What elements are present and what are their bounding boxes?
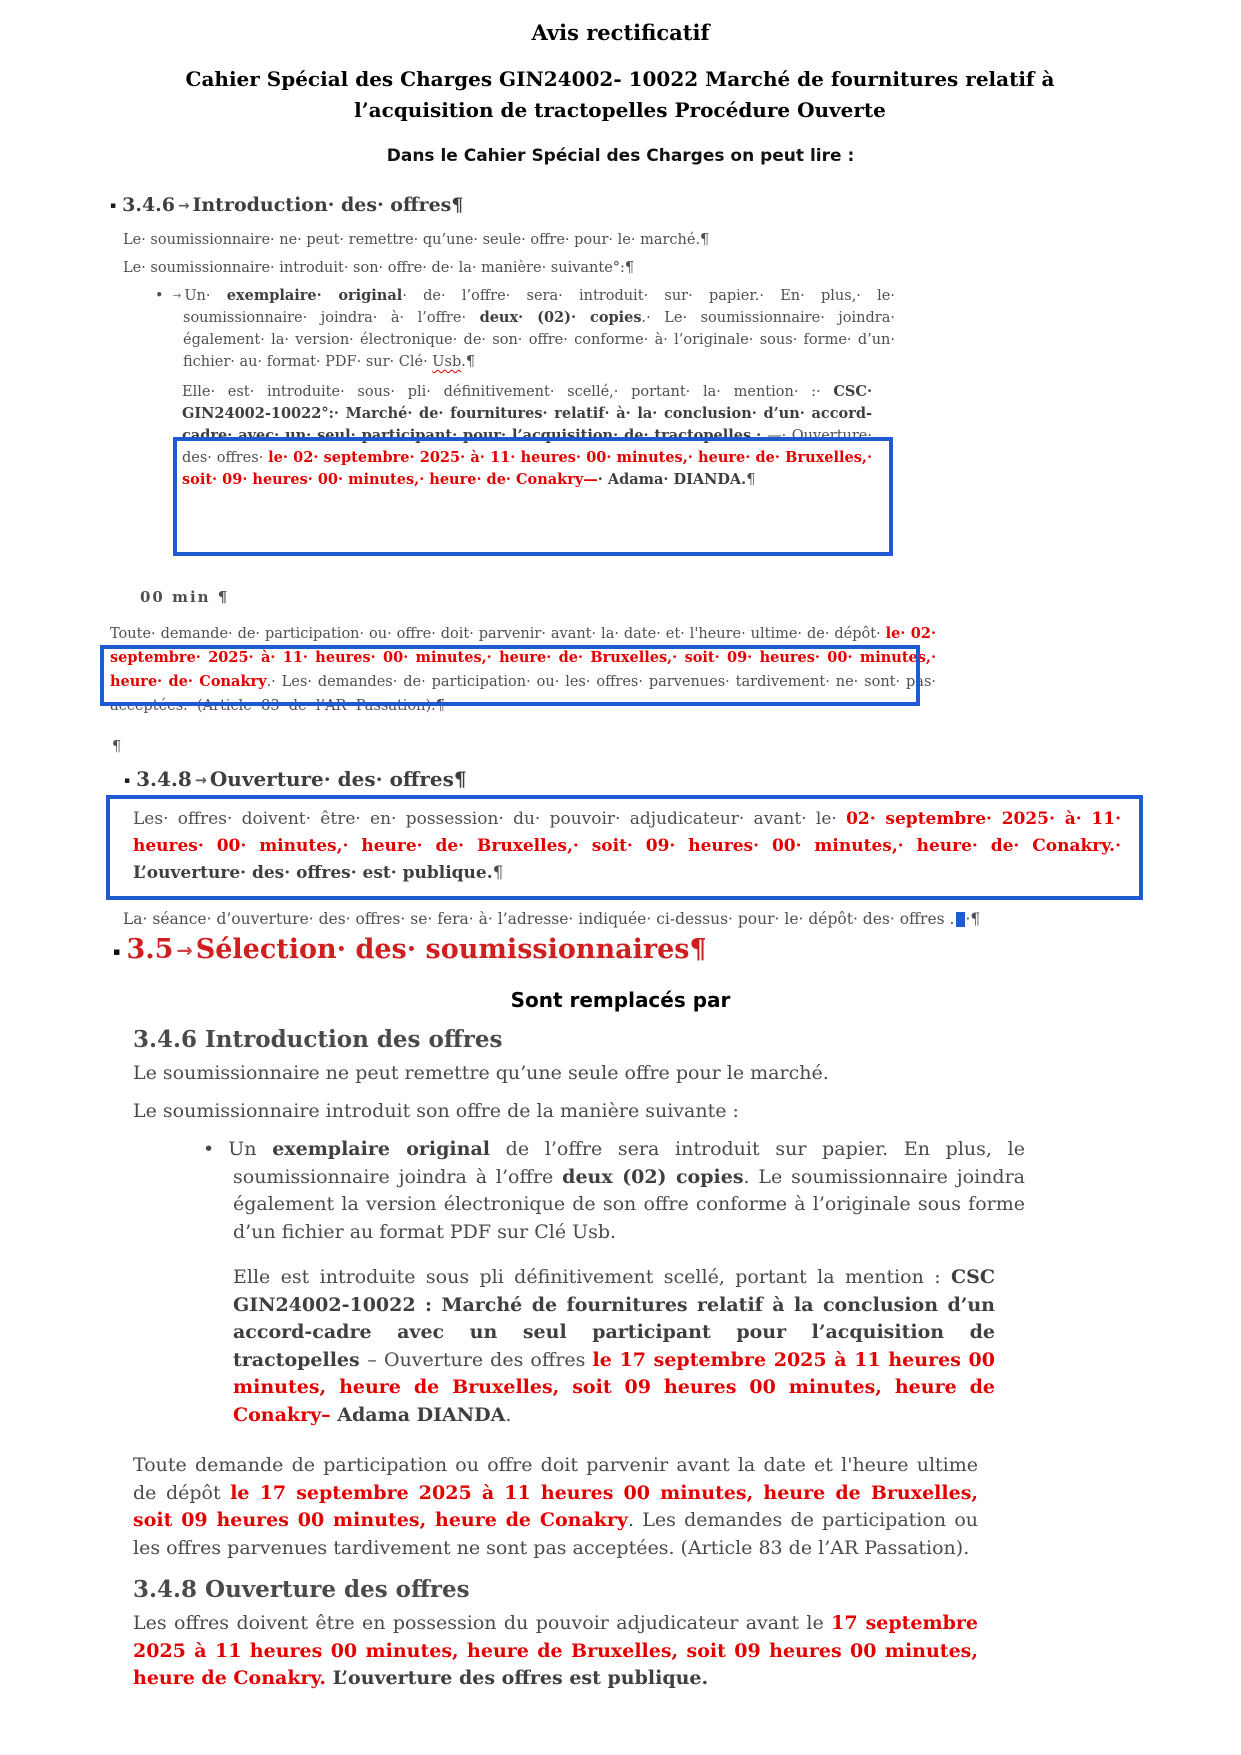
mention-text: Elle· est· introduite· sous· pli· définitivement· scellé,· portant· la· mention· :· xyxy=(182,384,834,400)
mention-csc-bold: CSC GIN24002-10022 : Marché de fournitures relatif à la conclusion d’un accord-cadre avec un seul participant pour l’acquisition de tractopelles xyxy=(233,1266,995,1371)
heading-number: 3.4.6 xyxy=(122,194,175,216)
tab-arrow-icon: → xyxy=(172,290,182,302)
heading-35-original xyxy=(113,934,707,965)
revision-highlight-box-3 xyxy=(106,795,1143,900)
bullet-bold-original: exemplaire original xyxy=(272,1138,490,1160)
seance-text: La· séance· d’ouverture· des· offres· se· fera· à· l’adresse· indiquée· ci-dessus· pour· le· dépôt· des· offres xyxy=(123,910,945,928)
subtitle-line-2: l’acquisition de tractopelles Procédure Ouverte xyxy=(354,98,886,122)
bullet-icon: • xyxy=(155,288,164,304)
bullet-bold-copies: deux· (02)· copies xyxy=(479,309,642,326)
mention-csc-bold: CSC· GIN24002-10022°:· Marché· de· fournitures· relatif· à· la· conclusion· d’un· accord-cadre· avec· un· seul· participant· pour· l’acquisition· de· tractopelles.· xyxy=(182,383,872,444)
paragraph-single-offer-new: Le soumissionnaire ne peut remettre qu’une seule offre pour le marché. xyxy=(133,1062,829,1084)
pilcrow-mark: ¶ xyxy=(746,472,756,488)
bullet-icon: • xyxy=(203,1138,215,1160)
paragraph-single-offer-original: Le· soumissionnaire· ne· peut· remettre· qu’une· seule· offre· pour· le· marché.¶ xyxy=(123,232,710,248)
mention-signatory: · Adama· DIANDA. xyxy=(597,471,747,488)
mention-text: . xyxy=(505,1403,512,1426)
mention-text: —· Ouverture· des· offres· xyxy=(182,428,872,466)
replaced-by-line: Sont remplacés par xyxy=(510,988,731,1012)
bullet-new-copies xyxy=(203,1136,1025,1246)
document-title: Avis rectificatif xyxy=(531,20,710,45)
lead-line: Dans le Cahier Spécial des Charges on peut lire : xyxy=(386,146,855,166)
opening-date-red: 17 septembre 2025 à 11 heures 00 minutes, heure de Bruxelles, soit 09 heures 00 minutes, heure de Conakry. xyxy=(133,1612,978,1689)
deadline-text: Toute· demande· de· participation· ou· offre· doit· parvenir· avant· la· date· et· l'heure· ultime· de· dépôt· xyxy=(110,626,886,642)
opening-public-bold: L’ouverture des offres est publique. xyxy=(326,1667,709,1689)
mention-text: – Ouverture des offres xyxy=(367,1348,593,1371)
misspelled-word: Usb xyxy=(432,354,462,370)
tab-arrow-icon: → xyxy=(178,198,190,214)
bullet-bold-copies: deux (02) copies xyxy=(562,1165,744,1188)
pilcrow-mark: ¶ xyxy=(492,863,504,883)
bullet-text: . Le soumissionnaire joindra également la version électronique de son offre conforme à l’originale sous forme d’un fichier au format PDF sur Clé Usb. xyxy=(233,1165,1025,1243)
mention-signatory: Adama DIANDA xyxy=(330,1403,506,1426)
pilcrow-mark: ¶ xyxy=(451,194,464,216)
heading-348-original xyxy=(124,768,467,792)
heading-square-icon: ▪ xyxy=(110,201,117,211)
bullet-text: .¶ xyxy=(461,354,476,370)
pilcrow-mark: ¶ xyxy=(689,934,707,965)
bullet-text: Un· xyxy=(184,288,227,304)
document-subtitle xyxy=(90,64,1150,126)
bullet-text: Un xyxy=(228,1138,273,1160)
heading-title: Introduction· des· offres xyxy=(192,194,452,216)
mention-text: Elle est introduite sous pli définitivement scellé, portant la mention : xyxy=(233,1266,952,1288)
paragraph-seance-original xyxy=(123,908,980,930)
pilcrow-mark: ¶ xyxy=(453,767,467,791)
bullet-bold-original: exemplaire· original xyxy=(226,287,403,304)
subtitle-line-1: Cahier Spécial des Charges GIN24002- 10022 Marché de fournitures relatif à xyxy=(185,67,1055,91)
empty-paragraph-mark: ¶ xyxy=(112,739,122,755)
clipped-text-fragment: 00 min ¶ xyxy=(140,588,230,606)
deadline-text: .· Les· demandes· de· participation· ou· les· offres· parvenues· tardivement· ne· sont· pas· acceptées.· (Article· 83· de· l’AR· Passation).¶ xyxy=(110,674,936,714)
paragraph-deadline-new xyxy=(133,1452,978,1562)
heading-number: 3.5 xyxy=(126,934,174,965)
bullet-text: · de· l’offre· sera· introduit· sur· papier.· En· plus,· le· soumissionnaire· joindra· à· l’offre· xyxy=(183,288,895,326)
opening-text: Les offres doivent être en possession du pouvoir adjudicateur avant le xyxy=(133,1612,832,1634)
deadline-text: . Les demandes de participation ou les offres parvenues tardivement ne sont pas acceptées. (Article 83 de l’AR Passation). xyxy=(133,1509,978,1559)
heading-square-icon: ▪ xyxy=(113,945,121,958)
pilcrow-mark: ·¶ xyxy=(965,910,981,928)
mention-date-red: le 17 septembre 2025 à 11 heures 00 minutes, heure de Bruxelles, soit 09 heures 00 minutes, heure de Conakry– xyxy=(233,1348,995,1426)
paragraph-introduces-original: Le· soumissionnaire· introduit· son· offre· de· la· manière· suivante°:¶ xyxy=(123,260,635,276)
paragraph-introduces-new: Le soumissionnaire introduit son offre de la manière suivante : xyxy=(133,1100,739,1122)
heading-number: 3.4.8 xyxy=(136,767,192,791)
deadline-text: Toute demande de participation ou offre doit parvenir avant la date et l'heure ultime de dépôt xyxy=(133,1454,978,1504)
deadline-date-red: le 17 septembre 2025 à 11 heures 00 minutes, heure de Bruxelles, soit 09 heures 00 minutes, heure de Conakry xyxy=(133,1481,978,1531)
opening-public-bold: L’ouverture· des· offres· est· publique. xyxy=(133,863,493,883)
paragraph-opening-new xyxy=(133,1610,978,1693)
revision-highlight-box-1 xyxy=(173,437,893,556)
opening-date-red: 02· septembre· 2025· à· 11· heures· 00· minutes,· heure· de· Bruxelles,· soit· 09· heures· 00· minutes,· heure· de· Conakry.· xyxy=(133,809,1121,856)
heading-346-original xyxy=(110,194,463,217)
tab-arrow-icon: → xyxy=(194,773,207,789)
bullet-text: .· Le· soumissionnaire· joindra· également· la· version· électronique· de· son· offre· conforme· à· l’originale· sous· forme· d’un· fichier· au· format· PDF· sur· Clé· xyxy=(183,310,895,370)
paragraph-mention-new xyxy=(233,1264,995,1429)
heading-title: Ouverture· des· offres xyxy=(209,767,454,791)
heading-title: Sélection· des· soumissionnaires xyxy=(195,934,690,965)
bullet-original-copies xyxy=(155,285,895,373)
seance-text: . xyxy=(944,910,955,928)
heading-348-new: 3.4.8 Ouverture des offres xyxy=(133,1576,470,1603)
opening-text: Les· offres· doivent· être· en· possession· du· pouvoir· adjudicateur· avant· le· xyxy=(133,809,847,829)
tab-arrow-icon: → xyxy=(176,939,193,962)
bullet-text: de l’offre sera introduit sur papier. En plus, le soumissionnaire joindra à l’offre xyxy=(233,1138,1025,1188)
deadline-date-red: le· 02· septembre· 2025· à· 11· heures· 00· minutes,· heure· de· Bruxelles,· soit· 09· heures· 00· minutes,· heure· de· Conakry xyxy=(110,625,937,690)
mention-date-red: le· 02· septembre· 2025· à· 11· heures· 00· minutes,· heure· de· Bruxelles,· soit· 09· heures· 00· minutes,· heure· de· Conakry— xyxy=(182,449,872,488)
revision-highlight-box-2 xyxy=(100,645,920,706)
heading-square-icon: ▪ xyxy=(124,776,131,786)
heading-346-new: 3.4.6 Introduction des offres xyxy=(133,1026,503,1053)
